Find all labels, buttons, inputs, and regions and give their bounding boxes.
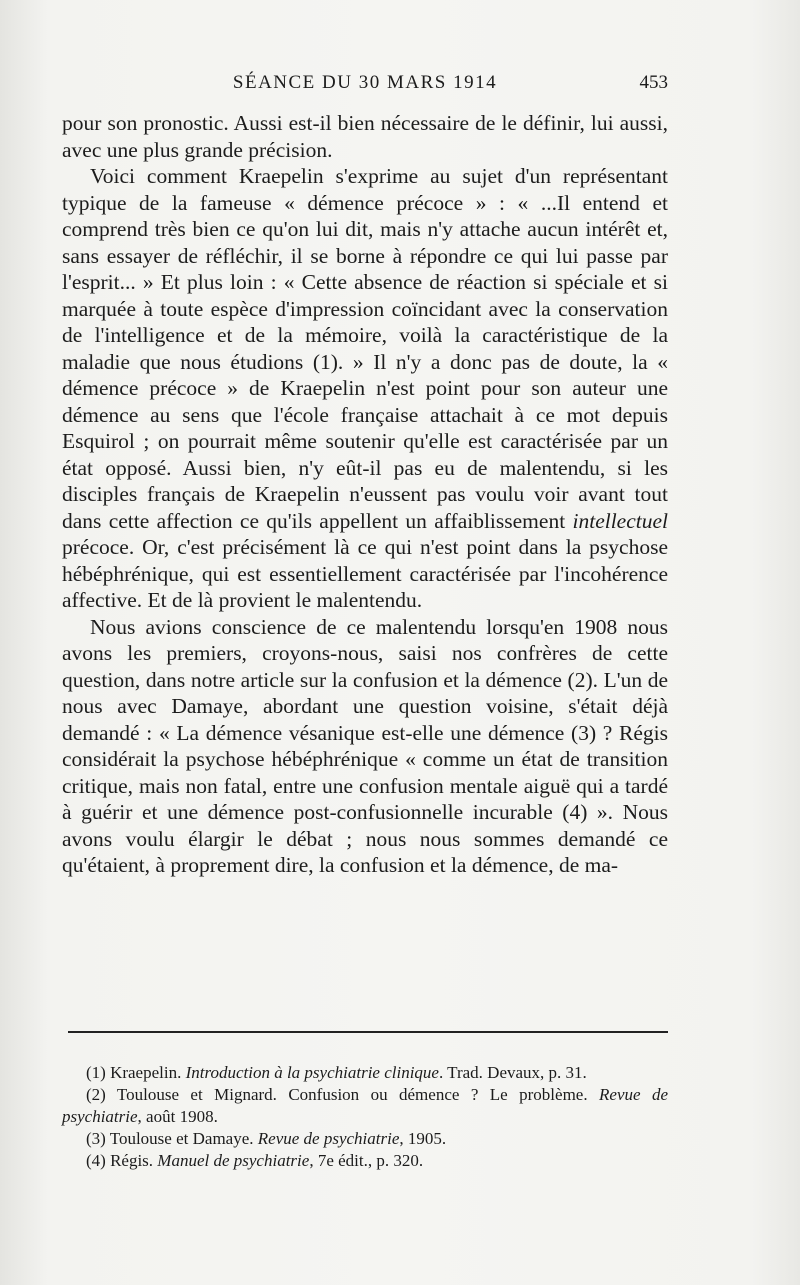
footnote-title: Manuel de psychiatrie <box>157 1151 310 1170</box>
footnote-text: , août 1908. <box>137 1107 218 1126</box>
paragraph-text: pour son pronostic. Aussi est-il bien nécessaire de le définir, lui aussi, avec une plus grande précision. <box>62 111 668 162</box>
paragraph-text-continued: précoce. Or, c'est précisément là ce qui n'est point dans la psychose hébéphrénique, qui est essentiellement caractérisée par l'incohérence affective. Et de là provient le malentendu. <box>62 535 668 612</box>
footnote-4 <box>62 1150 668 1172</box>
paragraph-3 <box>62 614 668 879</box>
body-text <box>62 110 668 879</box>
page-header <box>62 72 668 100</box>
footnote-divider <box>68 1031 668 1033</box>
paragraph-2 <box>62 163 668 614</box>
footnotes <box>62 1062 668 1172</box>
footnote-text: . Trad. Devaux, p. 31. <box>438 1063 587 1082</box>
footnote-text: , 7e édit., p. 320. <box>309 1151 424 1170</box>
footnote-2 <box>62 1084 668 1128</box>
footnote-title: Revue de psychiatrie <box>62 1085 668 1126</box>
paragraph-text: Nous avions conscience de ce malentendu lorsqu'en 1908 nous avons les premiers, croyons-nous, saisi nos confrères de cette question, dans notre article sur la confusion et la démence (2). L'un de nous avec Damaye, abordant une question voisine, s'était déjà demandé : « La démence vésanique est-elle une démence (3) ? Régis considérait la psychose hébéphrénique « comme un état de transition critique, mais non fatal, entre une confusion mentale aiguë qui a tardé à guérir et une démence post-confusionnelle incurable (4) ». Nous avons voulu élargir le débat ; nous nous sommes demandé ce qu'étaient, à proprement dire, la confusion et la démence, de ma- <box>62 614 668 877</box>
footnote-title: Introduction à la psychiatrie clinique <box>185 1063 439 1082</box>
footnote-text: (1) Kraepelin. <box>86 1063 186 1082</box>
footnote-1 <box>62 1062 668 1084</box>
running-title: SÉANCE DU 30 MARS 1914 <box>232 72 498 93</box>
footnote-title: Revue de psychiatrie <box>257 1129 400 1148</box>
footnote-text: , 1905. <box>399 1129 447 1148</box>
paragraph-1 <box>62 110 668 163</box>
emphasis-text: intellectuel <box>572 508 669 533</box>
footnote-text: (3) Toulouse et Damaye. <box>86 1129 258 1148</box>
footnote-3 <box>62 1128 668 1150</box>
footnote-text: (4) Régis. <box>86 1151 158 1170</box>
page-number: 453 <box>639 72 668 93</box>
footnote-text: (2) Toulouse et Mignard. Confusion ou démence ? Le problème. <box>86 1085 600 1104</box>
paragraph-text: Voici comment Kraepelin s'exprime au sujet d'un représentant typique de la fameuse « démence précoce » : « ...Il entend et comprend très bien ce qu'on lui dit, mais n'y attache aucun intérêt et, sans essayer de réfléchir, il se borne à répondre ce qui lui passe par l'esprit... » Et plus loin : « Cette absence de réaction si spéciale et si marquée à toute espèce d'impression coïncidant avec la conservation de l'intelligence et de la mémoire, voilà la caractéristique de la maladie que nous étudions (1). » Il n'y a donc pas de doute, la « démence précoce » de Kraepelin n'est point pour son auteur une démence au sens que l'école française attachait à ce mot depuis Esquirol ; on pourrait même soutenir qu'elle est caractérisée par un état opposé. Aussi bien, n'y eût-il pas eu de malentendu, si les disciples français de Kraepelin n'eussent pas voulu voir avant tout dans cette affection ce qu'ils appellent un affaiblissement <box>62 164 668 533</box>
